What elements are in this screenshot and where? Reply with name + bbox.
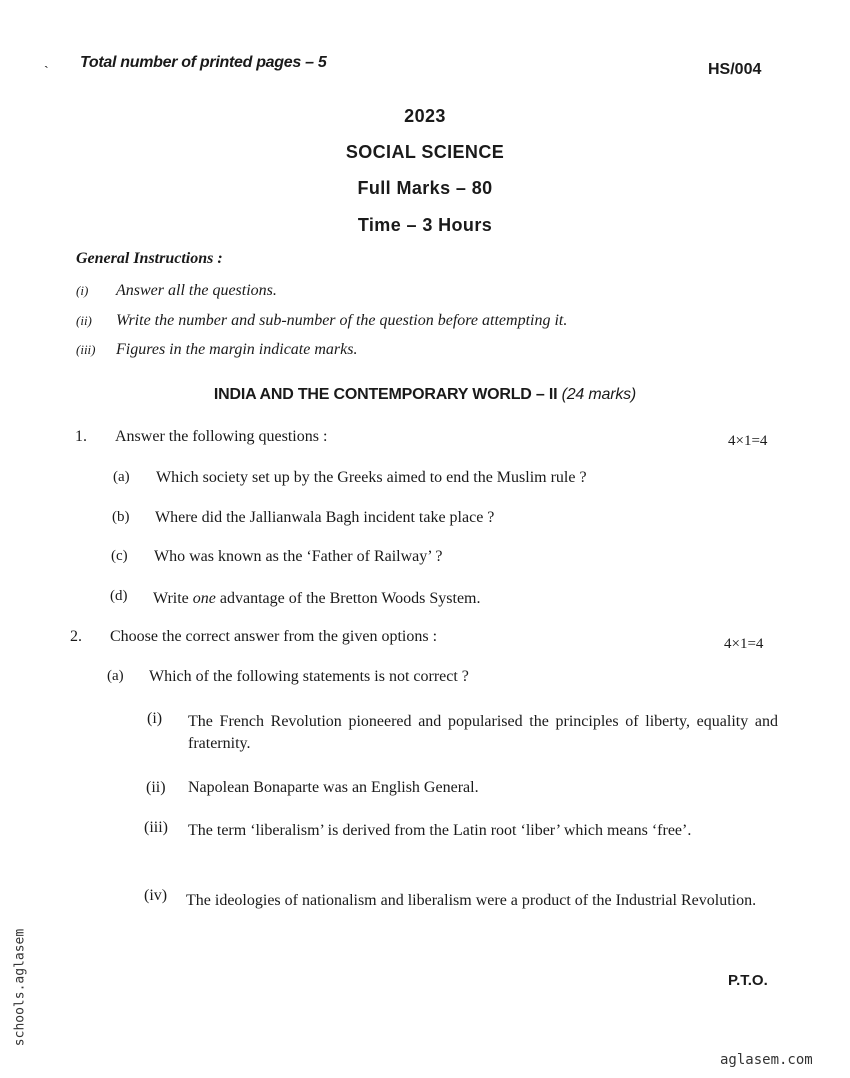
part-text: Who was known as the ‘Father of Railway’ ? — [154, 548, 443, 565]
option-label: (ii) — [146, 779, 166, 796]
instruction-item — [76, 282, 277, 300]
question-marks: 4×1=4 — [728, 433, 768, 449]
part-text: Which society set up by the Greeks aimed to end the Muslim rule ? — [156, 469, 587, 486]
part-text — [153, 590, 480, 608]
full-marks: Full Marks – 80 — [357, 178, 493, 198]
question-text: Choose the correct answer from the given options : — [110, 628, 438, 645]
option-label: (iv) — [144, 887, 168, 904]
part-label: (b) — [112, 509, 130, 525]
part-label: (a) — [107, 668, 124, 684]
section-title: INDIA AND THE CONTEMPORARY WORLD – II — [213, 386, 558, 403]
question-marks: 4×1=4 — [724, 636, 764, 652]
paper-code: HS/004 — [708, 61, 762, 78]
question-number: 2. — [70, 628, 82, 645]
part-label: (a) — [113, 469, 130, 485]
part-label: (c) — [111, 548, 128, 564]
instruction-number: (i) — [76, 283, 89, 298]
section-marks: (24 marks) — [561, 386, 637, 403]
option-text: Napolean Bonaparte was an English General. — [188, 779, 479, 796]
option-text: The French Revolution pioneered and popularised the principles of liberty, equality and fraternity. — [188, 713, 778, 752]
instruction-text: Write the number and sub-number of the question before attempting it. — [116, 312, 568, 329]
instruction-text: Figures in the margin indicate marks. — [116, 341, 358, 358]
instructions-heading: General Instructions : — [76, 250, 223, 267]
side-watermark: schools.aglasem — [12, 928, 28, 1047]
total-pages-note: Total number of printed pages – 5 — [80, 54, 327, 71]
question-number: 1. — [75, 428, 87, 445]
instruction-item — [76, 341, 357, 359]
option-label: (i) — [147, 710, 163, 727]
instruction-number: (ii) — [76, 313, 92, 328]
subject-title: SOCIAL SCIENCE — [345, 142, 505, 162]
option-text: The term ‘liberalism’ is derived from the Latin root ‘liber’ which means ‘free’. — [188, 822, 692, 839]
please-turn-over: P.T.O. — [728, 972, 768, 989]
part-text-end: advantage of the Bretton Woods System. — [215, 590, 481, 607]
section-heading — [0, 386, 850, 404]
part-text-start: Write — [153, 590, 193, 607]
question-text: Answer the following questions : — [115, 428, 328, 445]
site-watermark: aglasem.com — [720, 1052, 813, 1068]
instruction-number: (iii) — [76, 342, 96, 357]
instruction-text: Answer all the questions. — [116, 282, 277, 299]
time-allowed: Time – 3 Hours — [357, 215, 493, 235]
part-label: (d) — [110, 588, 128, 604]
part-text: Where did the Jallianwala Bagh incident take place ? — [155, 509, 495, 526]
option-text: The ideologies of nationalism and liberalism were a product of the Industrial Revolution. — [186, 892, 757, 909]
part-text-emphasis: one — [192, 590, 216, 607]
exam-year: 2023 — [404, 106, 446, 126]
part-text: Which of the following statements is not correct ? — [149, 668, 469, 685]
stray-mark: ˎ — [44, 54, 49, 69]
instruction-item — [76, 312, 567, 330]
option-label: (iii) — [144, 819, 168, 836]
